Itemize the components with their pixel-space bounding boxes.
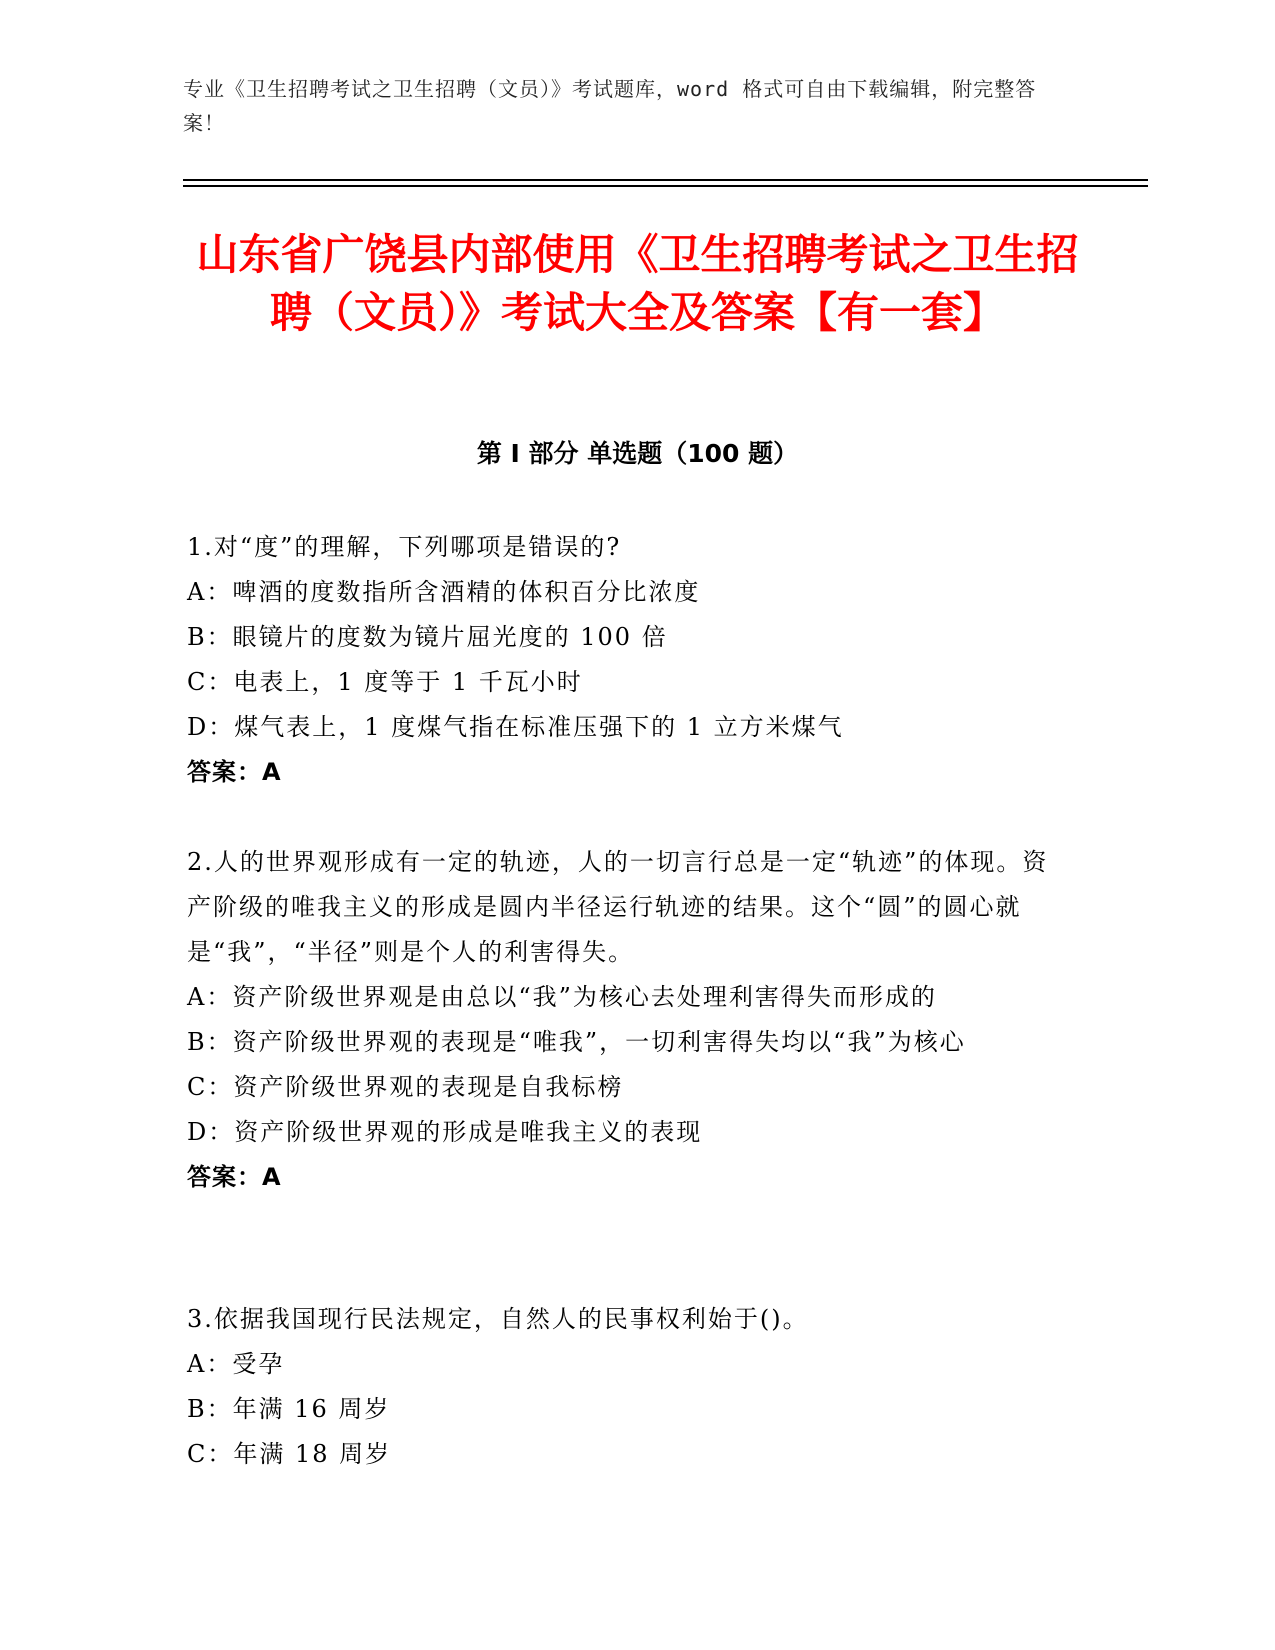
option-c: C：资产阶级世界观的表现是自我标榜 (187, 1073, 624, 1101)
question-2 (187, 840, 1067, 1200)
question-stem: 1.对“度”的理解，下列哪项是错误的? (187, 533, 622, 561)
answer-line: 答案：A (187, 1163, 282, 1191)
question-3 (187, 1297, 1067, 1477)
option-c: C：电表上，1 度等于 1 千瓦小时 (187, 668, 583, 696)
option-d: D：煤气表上，1 度煤气指在标准压强下的 1 立方米煤气 (187, 713, 844, 741)
question-stem: 2.人的世界观形成有一定的轨迹，人的一切言行总是一定“轨迹”的体现。资产阶级的唯我主义的形成是圆内半径运行轨迹的结果。这个“圆”的圆心就是“我”，“半径”则是个人的利害得失。 (187, 848, 1049, 966)
option-b: B：眼镜片的度数为镜片屈光度的 100 倍 (187, 623, 668, 651)
answer-line: 答案：A (187, 758, 282, 786)
question-1 (187, 525, 1067, 795)
document-title: 山东省广饶县内部使用《卫生招聘考试之卫生招聘（文员）》考试大全及答案【有一套】 (196, 230, 1079, 337)
option-b: B：年满 16 周岁 (187, 1395, 391, 1423)
option-c: C：年满 18 周岁 (187, 1440, 392, 1468)
option-a: A：资产阶级世界观是由总以“我”为核心去处理利害得失而形成的 (187, 983, 937, 1011)
question-stem: 3.依据我国现行民法规定，自然人的民事权利始于()。 (187, 1305, 809, 1333)
option-d: D：资产阶级世界观的形成是唯我主义的表现 (187, 1118, 703, 1146)
header-note: 专业《卫生招聘考试之卫生招聘（文员）》考试题库，word 格式可自由下载编辑，附完整答案！ (183, 77, 1037, 135)
option-a: A：啤酒的度数指所含酒精的体积百分比浓度 (187, 578, 701, 606)
option-b: B：资产阶级世界观的表现是“唯我”，一切利害得失均以“我”为核心 (187, 1028, 966, 1056)
option-a: A：受孕 (187, 1350, 285, 1378)
header-divider-top (183, 179, 1148, 181)
header-divider-bottom (183, 185, 1148, 187)
section-heading: 第 I 部分 单选题（100 题） (476, 439, 799, 468)
